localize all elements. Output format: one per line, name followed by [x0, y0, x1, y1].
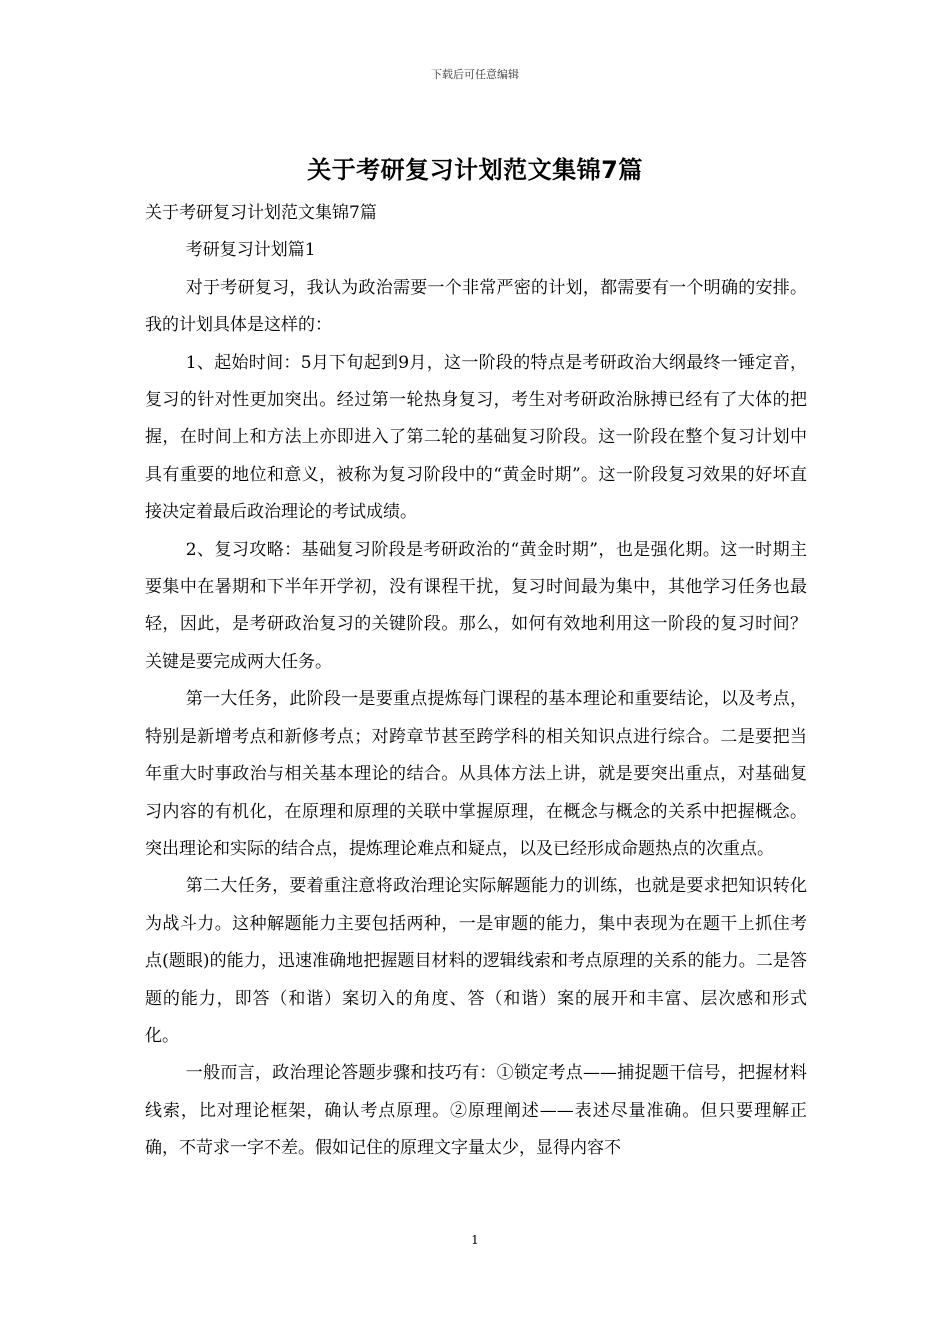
- paragraph-intro: 对于考研复习，我认为政治需要一个非常严密的计划，都需要有一个明确的安排。我的计划具体是这样的：: [145, 277, 807, 336]
- paragraph-start-time: 1、起始时间：5月下旬起到9月，这一阶段的特点是考研政治大纲最终一锤定音，复习的针对性更加突出。经过第一轮热身复习，考生对考研政治脉搏已经有了大体的把握，在时间上和方法上亦即进入了第二轮的基础复习阶段。这一阶段在整个复习计划中具有重要的地位和意义，被称为复习阶段中的“黄金时期”。这一阶段复习效果的好坏直接决定着最后政治理论的考试成绩。: [145, 352, 807, 523]
- paragraph-strategy: 2、复习攻略：基础复习阶段是考研政治的“黄金时期”，也是强化期。这一时期主要集中在暑期和下半年开学初，没有课程干扰，复习时间最为集中，其他学习任务也最轻，因此，是考研政治复习的关键阶段。那么，如何有效地利用这一阶段的复习时间？关键是要完成两大任务。: [145, 539, 807, 672]
- section-heading: 考研复习计划篇1: [185, 240, 316, 261]
- page-number: 1: [471, 1233, 479, 1247]
- paragraph-task-one: 第一大任务，此阶段一是要重点提炼每门课程的基本理论和重要结论，以及考点，特别是新增考点和新修考点；对跨章节甚至跨学科的相关知识点进行综合。二是要把当年重大时事政治与相关基本理论的结合。从具体方法上讲，就是要突出重点，对基础复习内容的有机化，在原理和原理的关联中掌握原理，在概念与概念的关系中把握概念。突出理论和实际的结合点，提炼理论难点和疑点，以及已经形成命题热点的次重点。: [145, 689, 807, 859]
- paragraph-task-two: 第二大任务，要着重注意将政治理论实际解题能力的训练，也就是要求把知识转化为战斗力。这种解题能力主要包括两种，一是审题的能力，集中表现为在题干上抓住考点(题眼)的能力，迅速准确地把握题目材料的逻辑线索和考点原理的关系的能力。二是答题的能力，即答（和谐）案切入的角度、答（和谐）案的展开和丰富、层次感和形式化。: [145, 876, 807, 1046]
- document-subtitle: 关于考研复习计划范文集锦7篇: [145, 203, 377, 223]
- document-body: [145, 195, 807, 1168]
- page-header-note: 下载后可任意编辑: [431, 68, 519, 81]
- paragraph-answer-steps: 一般而言，政治理论答题步骤和技巧有：①锁定考点——捕捉题干信号，把握材料线索，比对理论框架，确认考点原理。②原理阐述——表述尽量准确。但只要理解正确，不苛求一字不差。假如记住的原理文字量太少，显得内容不: [145, 1063, 807, 1159]
- document-title: 关于考研复习计划范文集锦7篇: [307, 156, 643, 184]
